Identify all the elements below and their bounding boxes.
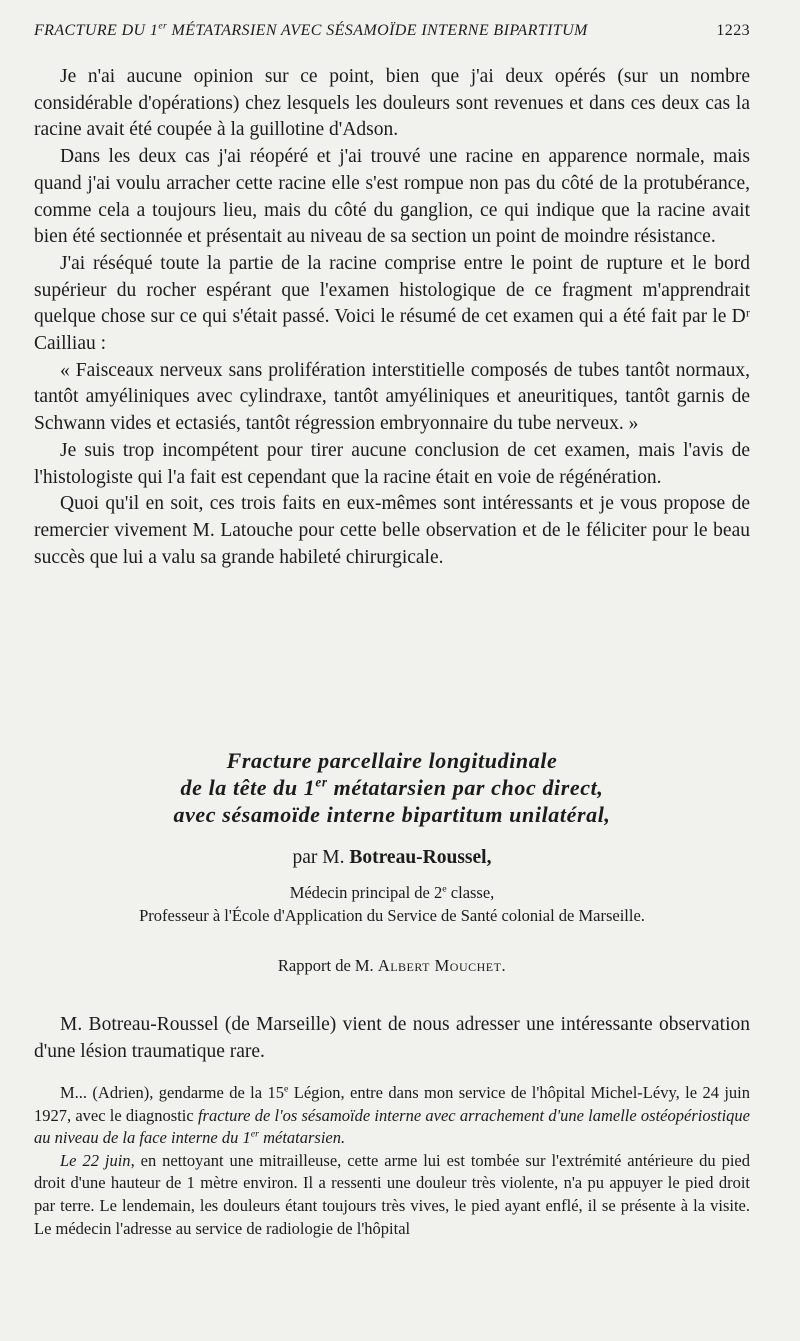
author-name: Botreau-Roussel, [349,847,492,868]
paragraph-5: Je suis trop incompétent pour tirer aucune conclusion de cet examen, mais l'avis de l'histologiste qui l'a fait est cependant que la racine était en voie de régénération. [34,439,750,488]
article-title: Fracture parcellaire longitudinale de la tête du 1er métatarsien par choc direct, avec sésamoïde interne bipartitum unilatéral, [173,748,611,827]
affiliation-school: Professeur à l'École d'Application du Service de Santé colonial de Marseille. [139,906,645,925]
affiliation-rank: Médecin principal de 2e classe, [289,883,495,902]
paragraph-6: Quoi qu'il en soit, ces trois faits en eux-mêmes sont intéressants et je vous propose de remercier vivement M. Latouche pour cette belle observation et de le féliciter pour le beau succès que lui a valu sa grande habileté chirurgicale. [34,493,750,568]
discussion-text [34,64,750,571]
case-paragraph-1: M... (Adrien), gendarme de la 15e Légion, entre dans mon service de l'hôpital Michel-Lévy, le 24 juin 1927, avec le diagnostic fracture de l'os sésamoïde interne avec arrachement d'une lamelle ostéopériostique au niveau de la face interne du 1er métatarsien. [34,1083,751,1148]
author-line [34,847,750,869]
author-prefix: par M. [292,847,345,868]
running-header [34,22,750,40]
running-title: FRACTURE DU 1er MÉTATARSIEN AVEC SÉSAMOÏDE INTERNE BIPARTITUM [34,20,588,39]
rapporteur-name: Albert Mouchet. [377,956,507,975]
intro-text [34,1012,750,1065]
intro-paragraph: M. Botreau-Roussel (de Marseille) vient de nous adresser une intéressante observation d'une lésion traumatique rare. [34,1014,750,1062]
paragraph-4-quote: « Faisceaux nerveux sans prolifération interstitielle composés de tubes tantôt normaux, tantôt amyéliniques avec cylindraxe, tantôt amyéliniques et aneuritiques, tantôt garnis de Schwann vides et ectasiés, tantôt régression embryonnaire du tube nerveux. » [34,359,750,435]
paragraph-1: Je n'ai aucune opinion sur ce point, bien que j'ai deux opérés (sur un nombre considérable d'opérations) chez lesquels les douleurs sont revenues et dans ces deux cas la racine avait été coupée à la guillotine d'Adson. [34,66,750,141]
paragraph-3: J'ai réséqué toute la partie de la racine comprise entre le point de rupture et le bord supérieur du rocher espérant que l'examen histologique de ce fragment m'apprendrait quelque chose sur ce qui s'était passé. Voici le résumé de cet examen qui a été fait par le Dʳ Cailliau : [34,252,750,355]
rapport-prefix: Rapport de M. [277,956,374,975]
author-affiliation [34,881,750,927]
paragraph-2: Dans les deux cas j'ai réopéré et j'ai trouvé une racine en apparence normale, mais quand j'ai voulu arracher cette racine elle s'est rompue non pas du côté de la protubérance, comme cela a toujours lieu, mais du côté du ganglion, ce qui indique que la racine avait bien été sectionnée et présentait au niveau de sa section un point de moindre résistance. [34,146,750,248]
rapport-line [34,956,750,976]
case-paragraph-2: Le 22 juin, en nettoyant une mitrailleuse, cette arme lui est tombée sur l'extrémité antérieure du pied droit d'une hauteur de 1 mètre environ. Il a ressenti une douleur très violente, n'a pu appuyer le pied droit par terre. Le lendemain, les douleurs étant toujours très vives, le pied ayant enflé, il se présente à la visite. Le médecin l'adresse au service de radiologie de l'hôpital [34,1150,751,1238]
case-report [34,1082,750,1240]
page-number: 1223 [716,22,750,39]
